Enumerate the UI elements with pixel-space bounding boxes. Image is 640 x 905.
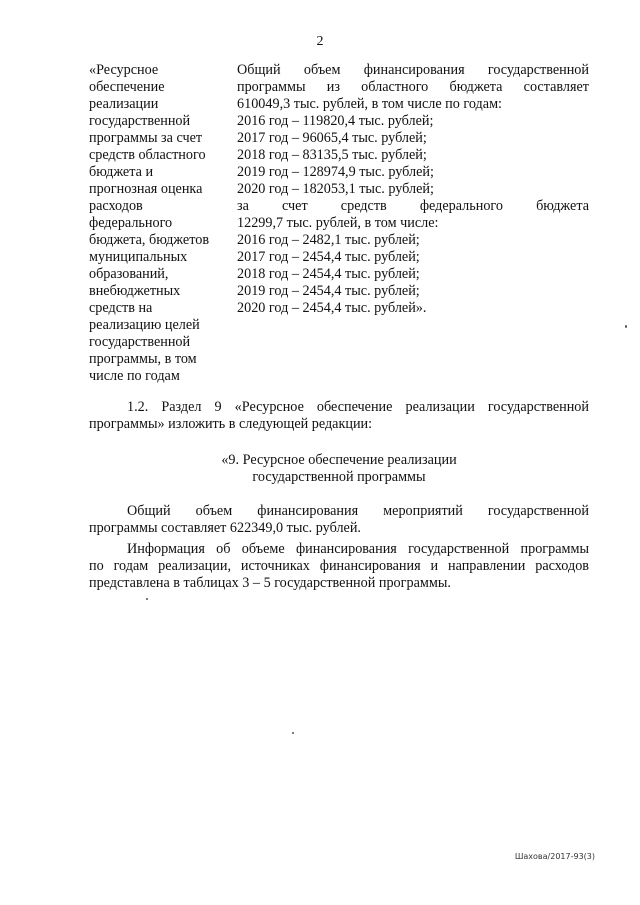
regional-year-line: 2020 год – 182053,1 тыс. рублей; [237, 181, 434, 197]
info-line: представлена в таблицах 3 – 5 государственной программы. [89, 575, 451, 591]
info-line: Информация об объеме финансирования государственной программы [127, 541, 589, 557]
passport-label-line: программы, в том [89, 351, 197, 367]
funding-line: Общий объем финансирования мероприятий государственной [127, 503, 589, 519]
passport-label-line: реализацию целей [89, 317, 200, 333]
federal-year-line: 2018 год – 2454,4 тыс. рублей; [237, 266, 420, 282]
passport-label-line: расходов [89, 198, 143, 214]
funding-total-line: программы из областного бюджета составляет [237, 79, 589, 95]
amendment-line: программы» изложить в следующей редакции: [89, 416, 373, 432]
passport-label-line: внебюджетных [89, 283, 181, 299]
passport-label-line: средств областного [89, 147, 206, 163]
passport-label-line: государственной [89, 334, 191, 350]
passport-label-line: обеспечение [89, 79, 165, 95]
scan-speck [625, 325, 627, 328]
regional-year-line: 2019 год – 128974,9 тыс. рублей; [237, 164, 434, 180]
passport-label-column [89, 62, 229, 385]
passport-label-line: государственной [89, 113, 191, 129]
regional-year-line: 2016 год – 119820,4 тыс. рублей; [237, 113, 434, 129]
passport-label-line: бюджета, бюджетов [89, 232, 210, 248]
passport-label-line: числе по годам [89, 368, 180, 384]
passport-label-line: прогнозная оценка [89, 181, 203, 197]
info-paragraph [89, 541, 589, 592]
passport-label-line: федерального [89, 215, 173, 231]
federal-year-line: 2019 год – 2454,4 тыс. рублей; [237, 283, 420, 299]
info-line: по годам реализации, источниках финансирования и направлении расходов [89, 558, 589, 574]
regional-year-line: 2017 год – 96065,4 тыс. рублей; [237, 130, 427, 146]
federal-year-line: 2017 год – 2454,4 тыс. рублей; [237, 249, 420, 265]
federal-total-line: 12299,7 тыс. рублей, в том числе: [237, 215, 439, 231]
federal-year-line: 2020 год – 2454,4 тыс. рублей». [237, 300, 427, 316]
regional-year-line: 2018 год – 83135,5 тыс. рублей; [237, 147, 427, 163]
document-footer-code: Шахова/2017-93(3) [514, 852, 595, 861]
section-heading-line: «9. Ресурсное обеспечение реализации [221, 452, 457, 468]
funding-line: программы составляет 622349,0 тыс. рублей. [89, 520, 361, 536]
passport-label-line: образований, [89, 266, 169, 282]
scan-speck [292, 732, 294, 734]
funding-details-column [237, 62, 589, 317]
passport-label-line: средств на [89, 300, 153, 316]
funding-total-line: Общий объем финансирования государственной [237, 62, 589, 78]
passport-label-line: бюджета и [89, 164, 154, 180]
passport-label-line: программы за счет [89, 130, 203, 146]
federal-year-line: 2016 год – 2482,1 тыс. рублей; [237, 232, 420, 248]
section-heading-line: государственной программы [252, 469, 426, 485]
funding-total-line: 610049,3 тыс. рублей, в том числе по годам: [237, 96, 502, 112]
passport-label-line: муниципальных [89, 249, 188, 265]
funding-paragraph [89, 503, 589, 537]
amendment-line: 1.2. Раздел 9 «Ресурсное обеспечение реализации государственной [127, 399, 589, 415]
passport-label-line: «Ресурсное [89, 62, 159, 78]
amendment-paragraph [89, 399, 589, 433]
passport-label-line: реализации [89, 96, 159, 112]
page-number: 2 [316, 34, 324, 49]
scan-speck [146, 598, 148, 600]
federal-total-line: за счет средств федерального бюджета [237, 198, 589, 214]
section-heading [89, 452, 589, 486]
